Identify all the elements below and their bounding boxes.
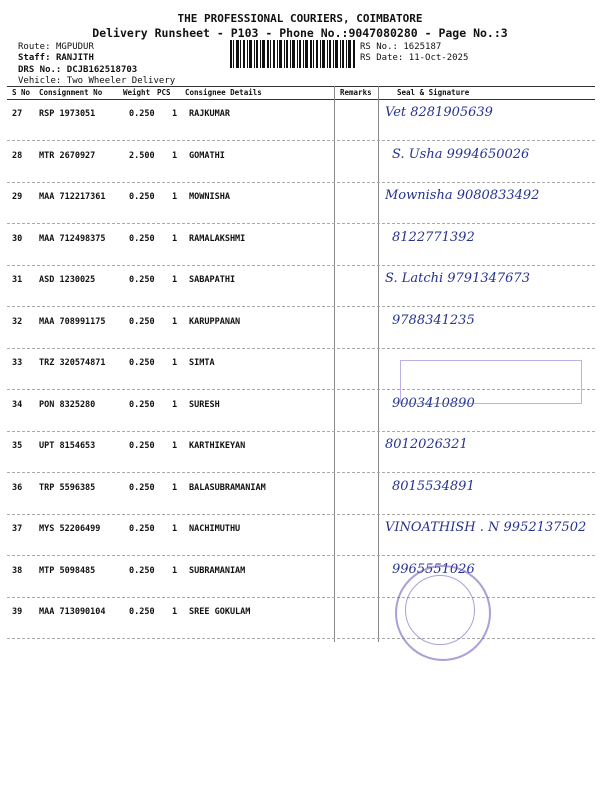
row-consignment-no: RSP 1973051 — [39, 109, 96, 119]
row-weight: 0.250 — [129, 607, 155, 617]
row-signature: 9965551026 — [392, 561, 475, 577]
table-row — [7, 141, 595, 183]
row-weight: 0.250 — [129, 233, 155, 244]
table-row — [7, 224, 595, 266]
row-consignee: BALASUBRAMANIAM — [189, 482, 266, 493]
row-weight: 0.250 — [129, 441, 155, 451]
rs-no-value: 1625187 — [403, 42, 442, 52]
drs-value: DCJB162518703 — [66, 65, 138, 75]
row-signature: 8015534891 — [392, 478, 475, 494]
row-consignee: KARTHIKEYAN — [189, 441, 246, 451]
table-row — [7, 514, 595, 556]
row-consignee: SUBRAMANIAM — [189, 565, 246, 576]
route-label: Route: — [18, 42, 51, 52]
row-consignment-no: MAA 708991175 — [39, 316, 106, 327]
vehicle-value: Two Wheeler Delivery — [66, 76, 176, 86]
staff-line — [18, 53, 94, 63]
row-sno: 28 — [12, 150, 23, 161]
row-consignment-no: MTR 2670927 — [39, 150, 96, 161]
table-row — [7, 556, 595, 598]
barcode-image — [230, 40, 355, 68]
row-sno: 39 — [12, 607, 23, 617]
row-weight: 0.250 — [129, 482, 155, 493]
row-pcs: 1 — [172, 524, 178, 534]
row-pcs: 1 — [172, 482, 178, 493]
row-consignee: RAMALAKSHMI — [189, 233, 246, 244]
row-sno: 29 — [12, 192, 23, 202]
row-pcs: 1 — [172, 565, 178, 576]
row-pcs: 1 — [172, 192, 178, 202]
row-consignment-no: MYS 52206499 — [39, 524, 101, 534]
table-row — [7, 99, 595, 141]
col-remarks: Remarks — [340, 88, 372, 97]
table-row — [7, 265, 595, 307]
row-consignee: NACHIMUTHU — [189, 524, 241, 534]
row-pcs: 1 — [172, 109, 178, 119]
row-sno: 27 — [12, 109, 23, 119]
row-pcs: 1 — [172, 150, 178, 161]
row-signature: 8122771392 — [392, 229, 475, 245]
row-consignment-no: PON 8325280 — [39, 399, 96, 410]
row-pcs: 1 — [172, 275, 178, 285]
row-weight: 0.250 — [129, 316, 155, 327]
table-row — [7, 307, 595, 349]
table-row — [7, 431, 595, 473]
route-value: MGPUDUR — [55, 42, 94, 52]
row-pcs: 1 — [172, 441, 178, 451]
row-consignee: SIMTA — [189, 358, 215, 368]
row-consignment-no: TRZ 320574871 — [39, 358, 106, 368]
row-pcs: 1 — [172, 233, 178, 244]
row-signature: Vet 8281905639 — [385, 105, 493, 120]
vehicle-line — [18, 76, 175, 86]
row-weight: 0.250 — [129, 192, 155, 202]
row-signature: 9003410890 — [392, 395, 475, 411]
table-header — [7, 86, 595, 100]
table-row — [7, 182, 595, 224]
row-consignee: SURESH — [189, 399, 220, 410]
row-sno: 31 — [12, 275, 23, 285]
col-pcs: PCS — [157, 88, 171, 97]
row-consignment-no: MAA 712217361 — [39, 192, 106, 202]
col-consignee: Consignee Details — [185, 88, 262, 97]
vehicle-label: Vehicle: — [18, 76, 62, 86]
row-consignment-no: MAA 712498375 — [39, 233, 106, 244]
rs-no-label: RS No.: — [360, 42, 398, 52]
row-signature: 9788341235 — [392, 312, 475, 328]
row-weight: 0.250 — [129, 109, 155, 119]
row-pcs: 1 — [172, 399, 178, 410]
company-seal-inner — [405, 575, 475, 645]
route-line — [18, 42, 94, 52]
row-sno: 34 — [12, 399, 23, 410]
company-title: THE PROFESSIONAL COURIERS, COIMBATORE — [177, 12, 423, 25]
row-sno: 38 — [12, 565, 23, 576]
drs-line — [18, 65, 137, 75]
row-consignment-no: ASD 1230025 — [39, 275, 96, 285]
row-pcs: 1 — [172, 358, 178, 368]
row-pcs: 1 — [172, 316, 178, 327]
row-weight: 0.250 — [129, 565, 155, 576]
table-row — [7, 597, 595, 639]
row-consignee: GOMATHI — [189, 150, 225, 161]
stamp-box — [400, 360, 582, 404]
col-signature: Seal & Signature — [397, 88, 470, 97]
row-pcs: 1 — [172, 607, 178, 617]
row-sno: 32 — [12, 316, 23, 327]
col-sno: S No — [12, 88, 31, 97]
row-sno: 35 — [12, 441, 23, 451]
row-weight: 0.250 — [129, 399, 155, 410]
rs-date-label: RS Date: — [360, 53, 404, 63]
row-signature: VINOATHISH . N 9952137502 — [385, 520, 587, 535]
row-consignee: KARUPPANAN — [189, 316, 241, 327]
row-signature: S. Usha 9994650026 — [392, 146, 530, 162]
staff-value: RANJITH — [55, 53, 94, 63]
row-sno: 37 — [12, 524, 23, 534]
row-signature: S. Latchi 9791347673 — [385, 271, 530, 286]
row-weight: 0.250 — [129, 358, 155, 368]
row-sno: 36 — [12, 482, 23, 493]
row-weight: 2.500 — [129, 150, 155, 161]
row-consignment-no: TRP 5596385 — [39, 482, 96, 493]
table-row — [7, 473, 595, 515]
row-consignment-no: MAA 713090104 — [39, 607, 106, 617]
rs-date-value: 11-Oct-2025 — [408, 53, 469, 63]
row-consignee: SREE GOKULAM — [189, 607, 251, 617]
row-weight: 0.250 — [129, 275, 155, 285]
row-weight: 0.250 — [129, 524, 155, 534]
col-consignment: Consignment No — [39, 88, 103, 97]
row-signature: 8012026321 — [385, 437, 468, 452]
row-consignment-no: MTP 5098485 — [39, 565, 96, 576]
row-consignee: RAJKUMAR — [189, 109, 230, 119]
row-sno: 33 — [12, 358, 23, 368]
drs-label: DRS No.: — [18, 65, 62, 75]
row-consignment-no: UPT 8154653 — [39, 441, 96, 451]
col-weight: Weight — [123, 88, 151, 97]
row-consignee: SABAPATHI — [189, 275, 236, 285]
row-sno: 30 — [12, 233, 23, 244]
row-signature: Mownisha 9080833492 — [385, 188, 540, 203]
rs-no-line — [360, 42, 441, 52]
rs-date-line — [360, 53, 468, 63]
staff-label: Staff: — [18, 53, 51, 63]
runsheet-subtitle: Delivery Runsheet - P103 - Phone No.:9047080280 - Page No.:3 — [92, 26, 508, 40]
row-consignee: MOWNISHA — [189, 192, 230, 202]
